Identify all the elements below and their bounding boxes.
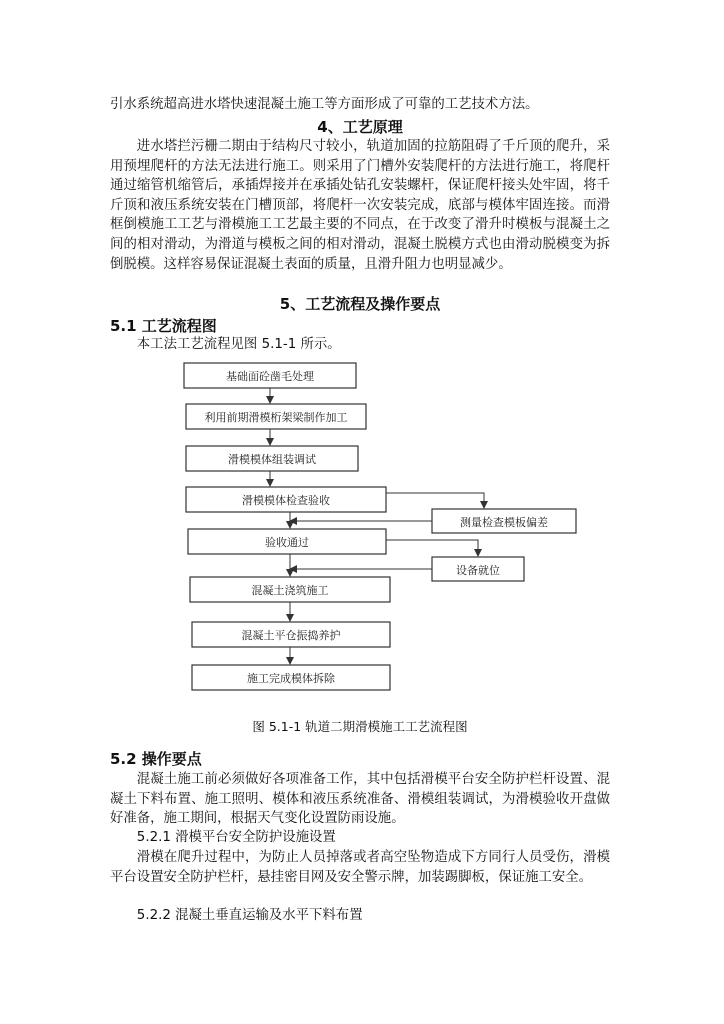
flow-step-5	[188, 529, 386, 554]
section-4-paragraph: 进水塔拦污栅二期由于结构尺寸较小，轨道加固的拉筋阻碍了千斤顶的爬升，采用预埋爬杆的方法无法进行施工。则采用了门槽外安装爬杆的方法进行施工，将爬杆通过缩管机缩管后，承插焊接并在承插处钻孔安装螺杆，保证爬杆接头处牢固，将千斤顶和液压系统安装在门槽顶部，将爬杆一次安装完成，底部与模体牢固连接。而滑框倒模施工工艺与滑模施工工艺最主要的不同点，在于改变了滑升时模板与混凝土之间的相对滑动，为滑道与模板之间的相对滑动，混凝土脱模方式也由滑动脱模变为拆倒脱模。这样容易保证混凝土表面的质量，且滑升阻力也明显减少。	[110, 139, 610, 272]
section-5-heading: 5、工艺流程及操作要点	[279, 295, 441, 313]
section-4-heading: 4、工艺原理	[317, 118, 403, 136]
section-5-2-1-title: 5.2.1 滑模平台安全防护设施设置	[136, 830, 336, 845]
section-5-2-text: 混凝土施工前必须做好各项准备工作，其中包括滑模平台安全防护栏杆设置、混凝土下料布置、施工照明、模体和液压系统准备、滑模组装调试，为滑模验收开盘做好准备，施工期间，根据天气变化设置防雨设施。	[110, 772, 610, 827]
section-5-2-2-title: 5.2.2 混凝土垂直运输及水平下料布置	[136, 908, 363, 923]
flow-step-6-label: 混凝土浇筑施工	[251, 584, 329, 597]
section-5-2-1-text: 滑模在爬升过程中，为防止人员掉落或者高空坠物造成下方同行人员受伤，滑模平台设置安全防护栏杆，悬挂密目网及安全警示牌，加装踢脚板，保证施工安全。	[110, 850, 610, 885]
section-5-1-text: 本工法工艺流程见图 5.1-1 所示。	[136, 337, 341, 352]
flow-step-6	[190, 577, 390, 602]
flowchart	[0, 360, 724, 700]
flow-step-2-label: 利用前期滑模桁架梁制作加工	[204, 411, 348, 424]
flow-step-4	[186, 487, 386, 512]
flow-side-1-label: 测量检查模板偏差	[460, 516, 548, 529]
section-5-2-heading: 5.2 操作要点	[110, 750, 202, 768]
flow-step-7-label: 混凝土平仓振捣养护	[241, 629, 341, 642]
flow-side-2	[432, 557, 524, 581]
flow-step-4-label: 滑模模体检查验收	[242, 494, 330, 507]
flow-step-1	[184, 363, 356, 388]
flow-step-3	[186, 446, 358, 471]
flow-step-2	[186, 404, 366, 429]
figure-caption: 图 5.1-1 轨道二期滑模施工工艺流程图	[252, 719, 468, 734]
flow-step-3-label: 滑模模体组装调试	[228, 453, 316, 466]
intro-line: 引水系统超高进水塔快速混凝土施工等方面形成了可靠的工艺技术方法。	[110, 97, 539, 112]
flow-step-1-label: 基础面砼凿毛处理	[226, 370, 314, 383]
flow-side-1	[432, 509, 576, 533]
flow-step-8-label: 施工完成模体拆除	[247, 672, 335, 685]
flow-step-7	[192, 622, 390, 647]
flow-step-5-label: 验收通过	[265, 536, 309, 549]
flow-side-2-label: 设备就位	[456, 564, 500, 577]
section-5-1-heading: 5.1 工艺流程图	[110, 317, 217, 335]
flow-step-8	[192, 665, 390, 690]
